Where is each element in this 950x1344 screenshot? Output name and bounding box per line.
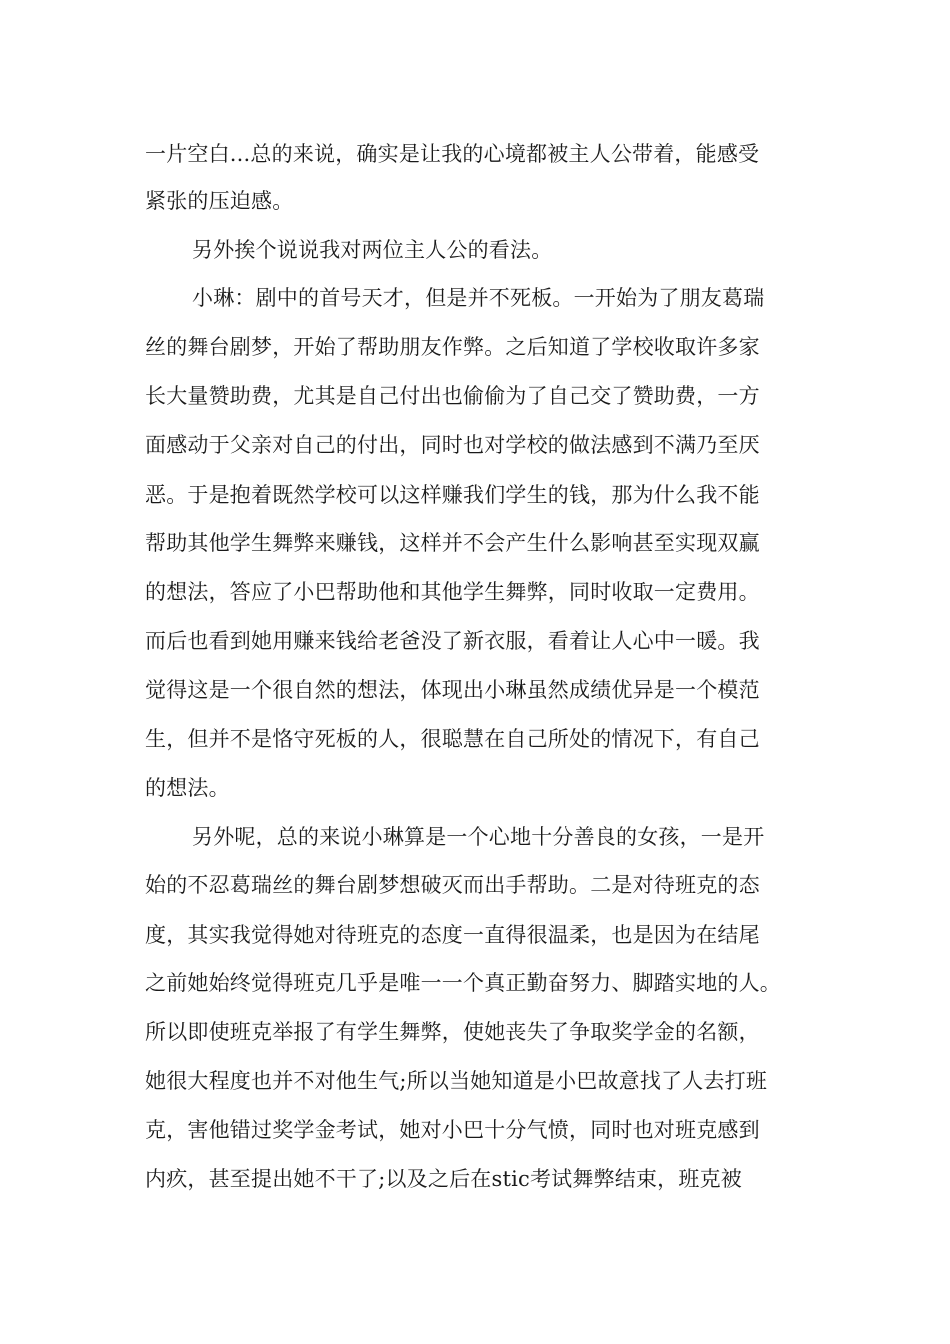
text-line: 生，但并不是恪守死板的人，很聪慧在自己所处的情况下，有自己 (145, 727, 760, 751)
text-line: 所以即使班克举报了有学生舞弊，使她丧失了争取奖学金的名额， (145, 1020, 760, 1044)
text-line: 内疚，甚至提出她不干了;以及之后在stic考试舞弊结束，班克被 (145, 1167, 742, 1191)
text-line: 的想法。 (145, 776, 230, 800)
text-line: 紧张的压迫感。 (145, 189, 294, 213)
paragraph-start-line: 另外呢，总的来说小琳算是一个心地十分善良的女孩，一是开 (192, 825, 765, 849)
text-line: 觉得这是一个很自然的想法，体现出小琳虽然成绩优异是一个模范 (145, 678, 760, 702)
text-line: 丝的舞台剧梦，开始了帮助朋友作弊。之后知道了学校收取许多家 (145, 335, 760, 359)
text-line: 度，其实我觉得她对待班克的态度一直得很温柔，也是因为在结尾 (145, 923, 760, 947)
text-line: 之前她始终觉得班克几乎是唯一一个真正勤奋努力、脚踏实地的人。 (145, 971, 781, 995)
text-line: 她很大程度也并不对他生气;所以当她知道是小巴故意找了人去打班 (145, 1069, 768, 1093)
text-line: 帮助其他学生舞弊来赚钱，这样并不会产生什么影响甚至实现双赢 (145, 531, 760, 555)
text-line: 始的不忍葛瑞丝的舞台剧梦想破灭而出手帮助。二是对待班克的态 (145, 873, 760, 897)
text-line: 长大量赞助费，尤其是自己付出也偷偷为了自己交了赞助费，一方 (145, 384, 760, 408)
text-line: 的想法，答应了小巴帮助他和其他学生舞弊，同时收取一定费用。 (145, 580, 760, 604)
text-line: 克，害他错过奖学金考试，她对小巴十分气愤，同时也对班克感到 (145, 1118, 760, 1142)
paragraph-start-line: 小琳：剧中的首号天才，但是并不死板。一开始为了朋友葛瑞 (192, 286, 765, 310)
paragraph-start-line: 另外挨个说说我对两位主人公的看法。 (192, 238, 553, 262)
text-line: 面感动于父亲对自己的付出，同时也对学校的做法感到不满乃至厌 (145, 433, 760, 457)
text-line: 恶。于是抱着既然学校可以这样赚我们学生的钱，那为什么我不能 (145, 483, 760, 507)
text-line: 一片空白...总的来说，确实是让我的心境都被主人公带着，能感受 (145, 142, 760, 166)
text-line: 而后也看到她用赚来钱给老爸没了新衣服，看着让人心中一暖。我 (145, 629, 760, 653)
